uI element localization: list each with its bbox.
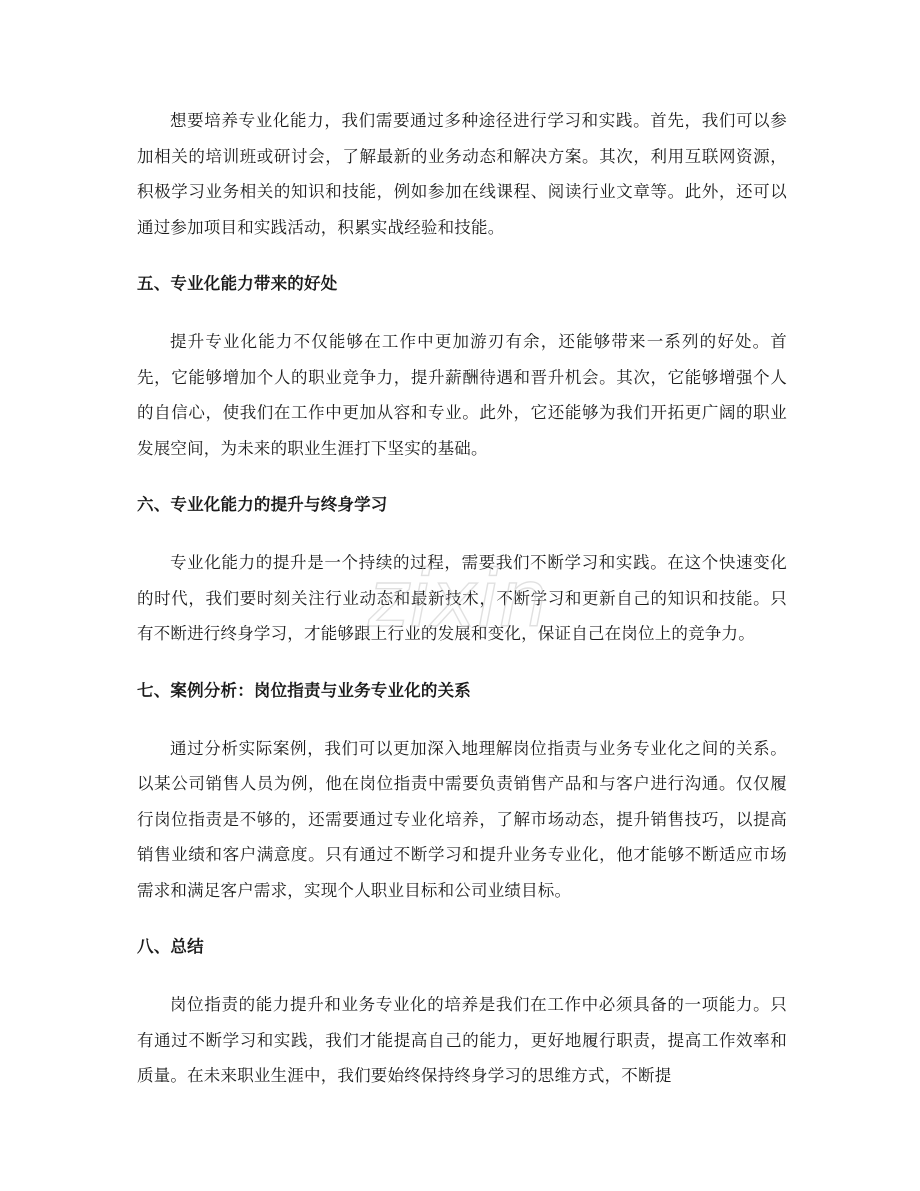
paragraph-lifelong-learning: 专业化能力的提升是一个持续的过程，需要我们不断学习和实践。在这个快速变化的时代，我们要时刻关注行业动态和最新技术，不断学习和更新自己的知识和技能。只有不断进行终身学习，才能够跟上行业的发展和变化，保证自己在岗位上的竞争力。 [137, 553, 787, 643]
heading-section-7: 七、案例分析：岗位指责与业务专业化的关系 [137, 680, 471, 700]
paragraph-case-study: 通过分析实际案例，我们可以更加深入地理解岗位指责与业务专业化之间的关系。以某公司销售人员为例，他在岗位指责中需要负责销售产品和与客户进行沟通。仅仅履行岗位指责是不够的，还需要通过专业化培养，了解市场动态，提升销售技巧，以提高销售业绩和客户满意度。只有通过不断学习和提升业务专业化，他才能够不断适应市场需求和满足客户需求，实现个人职业目标和公司业绩目标。 [137, 738, 787, 900]
paragraph-learning-methods: 想要培养专业化能力，我们需要通过多种途径进行学习和实践。首先，我们可以参加相关的培训班或研讨会，了解最新的业务动态和解决方案。其次，利用互联网资源，积极学习业务相关的知识和技能，例如参加在线课程、阅读行业文章等。此外，还可以通过参加项目和实践活动，积累实战经验和技能。 [137, 111, 787, 237]
paragraph-summary: 岗位指责的能力提升和业务专业化的培养是我们在工作中必须具备的一项能力。只有通过不断学习和实践，我们才能提高自己的能力，更好地履行职责，提高工作效率和质量。在未来职业生涯中，我们要始终保持终身学习的思维方式，不断提 [137, 995, 787, 1085]
document-body [137, 103, 787, 1121]
heading-section-5: 五、专业化能力带来的好处 [137, 274, 338, 293]
heading-section-8: 八、总结 [137, 937, 204, 956]
paragraph-benefits: 提升专业化能力不仅能够在工作中更加游刃有余，还能够带来一系列的好处。首先，它能够增加个人的职业竞争力，提升薪酬待遇和晋升机会。其次，它能够增强个人的自信心，使我们在工作中更加从容和专业。此外，它还能够为我们开拓更广阔的职业发展空间，为未来的职业生涯打下坚实的基础。 [137, 332, 787, 458]
heading-section-6: 六、专业化能力的提升与终身学习 [137, 495, 388, 514]
watermark-text: zixin [368, 555, 548, 645]
